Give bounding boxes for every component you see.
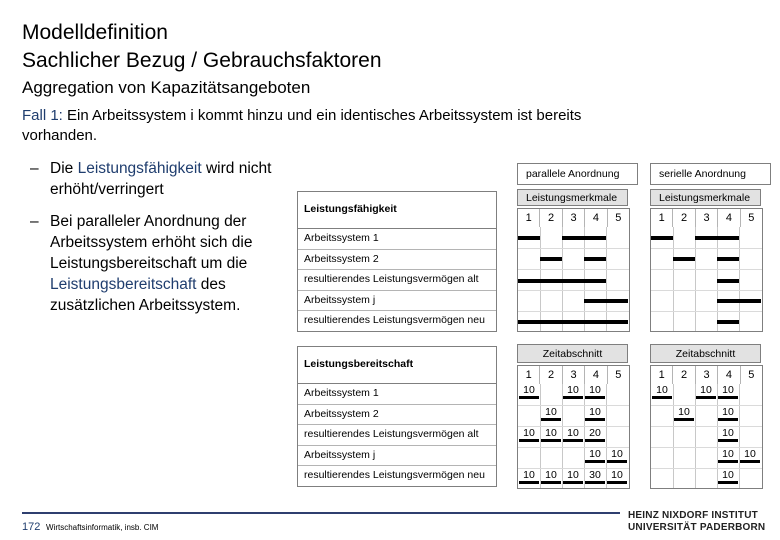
- feature-number: 1: [518, 209, 540, 227]
- case-description: [22, 106, 722, 146]
- feature-number: 3: [696, 209, 718, 227]
- feature-number: 5: [748, 212, 755, 224]
- readiness-row-labels: [297, 346, 497, 487]
- readiness-value: 10: [606, 448, 628, 460]
- institute-logo-line1: HEINZ NIXDORF INSTITUT: [628, 510, 758, 521]
- capability-row-labels: [297, 191, 497, 332]
- period-number: 5: [748, 369, 755, 381]
- feature-bar: [717, 257, 739, 261]
- parallel-arrangement-title: parallele Anordnung: [517, 163, 638, 185]
- readiness-value: 10: [584, 448, 606, 460]
- bullet-1-pre: Die: [50, 160, 78, 177]
- period-number: 4: [718, 366, 740, 384]
- capability-header: Leistungsfähigkeit: [298, 192, 496, 229]
- page-subtitle: Aggregation von Kapazitätsangeboten: [22, 78, 311, 97]
- performance-features-header: Leistungsmerkmale: [517, 189, 628, 206]
- readiness-value: 10: [540, 406, 562, 418]
- row-label: Arbeitssystem 2: [298, 405, 496, 426]
- institute-logo-line2: UNIVERSITÄT PADERBORN: [628, 522, 766, 533]
- readiness-value: 10: [518, 427, 540, 439]
- period-number: 3: [563, 366, 585, 384]
- parallel-capability-grid: [517, 227, 630, 332]
- feature-number: 2: [540, 209, 562, 227]
- period-number: 4: [585, 366, 607, 384]
- feature-bar: [717, 299, 761, 303]
- period-number: 2: [673, 366, 695, 384]
- feature-bar: [717, 279, 739, 283]
- period-number: 5: [615, 369, 622, 381]
- readiness-value: 30: [584, 469, 606, 481]
- row-label: Arbeitssystem j: [298, 291, 496, 312]
- feature-bar: [518, 236, 540, 240]
- bullet-1-highlight: Leistungsfähigkeit: [77, 160, 202, 177]
- serial-arrangement-title: serielle Anordnung: [650, 163, 771, 185]
- feature-bar: [717, 320, 739, 324]
- row-label: Arbeitssystem j: [298, 446, 496, 467]
- row-label: Arbeitssystem 2: [298, 250, 496, 271]
- readiness-value: 10: [584, 384, 606, 396]
- feature-bar: [584, 257, 606, 261]
- period-number-row: [650, 365, 763, 385]
- feature-bar: [518, 279, 606, 283]
- period-number: 3: [696, 366, 718, 384]
- bullet-2-text: [50, 211, 288, 316]
- readiness-value: 10: [651, 384, 673, 396]
- bullet-2-pre: Bei paralleler Anordnung der Arbeitssystem erhöht sich die Leistungsbereitschaft um die: [50, 213, 253, 272]
- case-label: Fall 1:: [22, 107, 63, 124]
- bullet-dash: –: [30, 160, 39, 177]
- feature-number: 3: [563, 209, 585, 227]
- case-text-line1: Ein Arbeitssystem i kommt hinzu und ein identisches Arbeitssystem ist bereits: [62, 107, 582, 124]
- readiness-value: 10: [717, 384, 739, 396]
- feature-number: 4: [585, 209, 607, 227]
- bullet-1-post: wird nicht erhöht/verringert: [50, 160, 272, 198]
- feature-bar: [695, 236, 739, 240]
- feature-bar: [673, 257, 695, 261]
- serial-capability-grid: [650, 227, 763, 332]
- period-number-row: [517, 365, 630, 385]
- row-label: resultierendes Leistungsvermögen alt: [298, 425, 496, 446]
- readiness-value: 10: [562, 469, 584, 481]
- readiness-value: 10: [540, 427, 562, 439]
- readiness-value: 10: [717, 427, 739, 439]
- readiness-value: 10: [518, 469, 540, 481]
- readiness-value: 10: [739, 448, 761, 460]
- readiness-value: 10: [562, 427, 584, 439]
- case-text-line2: vorhanden.: [22, 127, 98, 144]
- parallel-readiness-grid: [517, 384, 630, 489]
- page-title: Modelldefinition: [22, 21, 168, 44]
- readiness-value: 10: [562, 384, 584, 396]
- readiness-value: 10: [717, 448, 739, 460]
- readiness-value: 10: [717, 469, 739, 481]
- readiness-value: 10: [584, 406, 606, 418]
- row-label: Arbeitssystem 1: [298, 229, 496, 250]
- feature-number: 4: [718, 209, 740, 227]
- readiness-value: 10: [695, 384, 717, 396]
- bullet-dash: –: [30, 213, 39, 230]
- serial-readiness-grid: [650, 384, 763, 489]
- bullet-2-highlight: Leistungsbereitschaft: [50, 276, 197, 293]
- readiness-value: 10: [606, 469, 628, 481]
- feature-bar: [540, 257, 562, 261]
- page-title-line2: Sachlicher Bezug / Gebrauchsfaktoren: [22, 49, 382, 72]
- page-number: 172: [22, 521, 41, 533]
- performance-features-header: Leistungsmerkmale: [650, 189, 761, 206]
- readiness-value: 10: [673, 406, 695, 418]
- feature-number: 2: [673, 209, 695, 227]
- period-number: 1: [651, 366, 673, 384]
- period-number: 1: [518, 366, 540, 384]
- period-number: 2: [540, 366, 562, 384]
- feature-number: 5: [615, 212, 622, 224]
- time-period-header: Zeitabschnitt: [517, 344, 628, 363]
- readiness-value: 10: [518, 384, 540, 396]
- readiness-value: 10: [717, 406, 739, 418]
- time-period-header: Zeitabschnitt: [650, 344, 761, 363]
- feature-bar: [584, 299, 628, 303]
- feature-number-row: [517, 208, 630, 228]
- feature-number-row: [650, 208, 763, 228]
- row-label: resultierendes Leistungsvermögen alt: [298, 270, 496, 291]
- feature-bar: [651, 236, 673, 240]
- readiness-header: Leistungsbereitschaft: [298, 347, 496, 384]
- feature-number: 1: [651, 209, 673, 227]
- readiness-value: 20: [584, 427, 606, 439]
- feature-bar: [518, 320, 628, 324]
- footer-divider: [22, 512, 620, 514]
- row-label: Arbeitssystem 1: [298, 384, 496, 405]
- footer-text: Wirtschaftsinformatik, insb. CIM: [46, 523, 159, 532]
- bullet-2-post: des zusätzlichen Arbeitssystem.: [50, 276, 241, 314]
- row-label: resultierendes Leistungsvermögen neu: [304, 469, 485, 482]
- feature-bar: [562, 236, 606, 240]
- readiness-value: 10: [540, 469, 562, 481]
- bullet-1-text: [50, 158, 288, 200]
- row-label: resultierendes Leistungsvermögen neu: [304, 314, 485, 327]
